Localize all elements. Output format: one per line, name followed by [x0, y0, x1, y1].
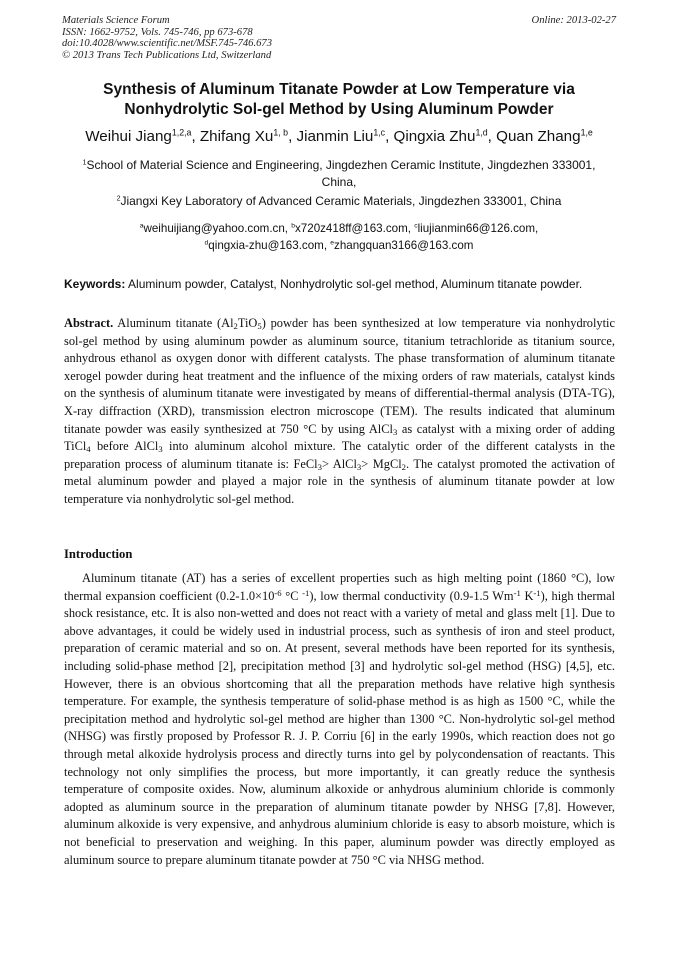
introduction-paragraph	[64, 570, 615, 869]
journal-copyright: © 2013 Trans Tech Publications Ltd, Switzerland	[62, 49, 272, 61]
email-list	[40, 220, 638, 254]
email-link[interactable]: zhangquan3166@163.com	[334, 239, 474, 252]
journal-doi: doi:10.4028/www.scientific.net/MSF.745-746.673	[62, 38, 272, 50]
abstract-text: into aluminum alcohol mixture. The catalytic order of the different catalysts in the preparation process of aluminum titanate is: FeCl	[64, 439, 615, 471]
journal-header	[62, 15, 616, 61]
subscript: 3	[356, 461, 362, 472]
superscript: -6	[274, 587, 282, 598]
abstract-text: Aluminum titanate (Al	[113, 316, 234, 330]
superscript: -1	[513, 587, 521, 598]
author-name: Weihui Jiang	[85, 128, 172, 145]
intro-text: °C	[281, 588, 303, 603]
keywords-label: Keywords:	[64, 277, 126, 291]
subscript: 3	[158, 444, 163, 455]
abstract-text: as catalyst with a mixing order of adding TiCl	[64, 421, 615, 454]
author-mark: 1,2,a	[171, 127, 192, 138]
online-date: Online: 2013-02-27	[531, 15, 616, 26]
subscript: 2	[401, 461, 406, 472]
affiliation-text: Jiangxi Key Laboratory of Advanced Ceramic Materials, Jingdezhen 333001, China	[120, 194, 562, 208]
abstract-text: TiO	[237, 316, 258, 330]
title-line-1: Synthesis of Aluminum Titanate Powder at Low Temperature via	[103, 81, 575, 98]
intro-text: ), low thermal conductivity (0.9-1.5 Wm	[309, 588, 514, 603]
subscript: 4	[86, 444, 91, 455]
affiliation-text: China,	[321, 175, 357, 189]
abstract-text: before AlCl	[90, 439, 159, 454]
intro-text: ), high thermal shock resistance, etc. It is also non-wetted and does not react with a variety of metal and glass melt [1]. Due to above advantages, it could be widely used in industrial process, such as synthesis of iron and steel product, preparation of ceramic material and so on. At present, several methods have been reported for its synthesis, including solid-phase method [2], precipitation method [3] and hydrolytic sol-gel method (HSG) [4,5], etc. However, there is an obvious shortcoming that all the preparation methods have relative high synthesis temperature. For example, the synthesis temperature of solid-phase method is as high as 1500 °C, while the precipitation method and hydrolytic sol-gel method are higher than 1300 °C. Non-hydrolytic sol-gel method (NHSG) was firstly proposed by Professor R. J. P. Corriu [6] in the early 1990s, which reaction does not go through metal alkoxide hydrolysis process and directly turns into gel by polycondensation of reactants. This technology not only simplifies the process, but more importantly, it can greatly reduce the synthesis temperature of composite oxides. Now, aluminum alkoxide or anhydrous aluminium chloride is commonly adopted as aluminum source in the preparation of aluminum titanate powder by NHSG [7,8]. However, aluminum alkoxide is very expensive, and anhydrous aluminium chloride is easy to absorb moisture, which is not beneficial to preservation and weighing. In this paper, aluminum powder was directly employed as aluminum source to prepare aluminum titanate powder at 750 °C via NHSG method.	[64, 588, 616, 867]
intro-text: Aluminum titanate (AT) has a series of excellent properties such as high melting point (1860 °C), low thermal expansion coefficient (0.2-1.0×10	[64, 571, 615, 603]
email-mark: e	[330, 239, 335, 247]
email-link[interactable]: x720z418ff@163.com,	[295, 222, 415, 235]
email-mark: b	[291, 222, 295, 230]
abstract-text: . The catalyst promoted the activation of metal aluminum powder and played a major role in the synthesis of aluminum titanate powder at low temperature via nonhydrolytic sol-gel method.	[64, 456, 615, 506]
journal-issn: ISSN: 1662-9752, Vols. 745-746, pp 673-678	[62, 26, 253, 38]
journal-name: Materials Science Forum	[62, 15, 170, 26]
subscript: 5	[257, 321, 262, 332]
affiliation-1	[50, 157, 628, 191]
subscript: 3	[392, 426, 398, 437]
affiliation-mark: 2	[116, 195, 121, 203]
author-mark: 1, b	[273, 127, 289, 138]
affiliation-mark: 1	[82, 159, 87, 167]
abstract-text: > MgCl	[361, 456, 402, 471]
author-mark: 1,e	[580, 127, 593, 138]
email-mark: c	[414, 222, 418, 230]
email-link[interactable]: qingxia-zhu@163.com,	[208, 239, 331, 252]
intro-text: K	[520, 588, 534, 603]
email-mark: d	[204, 239, 209, 247]
author-name: Qingxia Zhu	[393, 128, 476, 145]
affiliation-2	[50, 193, 628, 210]
superscript: -1	[302, 587, 310, 598]
abstract	[64, 315, 615, 509]
email-link[interactable]: weihuijiang@yahoo.com.cn,	[143, 222, 292, 235]
keywords-text: Aluminum powder, Catalyst, Nonhydrolytic sol-gel method, Aluminum titanate powder.	[125, 277, 583, 291]
author-mark: 1,d	[475, 127, 488, 138]
superscript: -1	[533, 587, 541, 598]
abstract-text: ) powder has been synthesized at low temperature via nonhydrolytic sol-gel method by using aluminum powder as aluminum source, titanium tetrachloride as titanium source, anhydrous ethanol as oxygen donor with different catalysts. The phase transformation of aluminum titanate xerogel powder during heat treatment and the influence of the mixing orders of raw materials, catalyst kinds on the synthesis of aluminum titanate were investigated by means of differential-thermal analysis (DTA-TG), X-ray diffraction (XRD), transmission electron microscope (TEM). The results indicated that aluminum titanate powder was easily synthesized at 750 °C by using AlCl	[64, 316, 615, 436]
introduction-heading: Introduction	[64, 547, 133, 561]
paper-title	[40, 80, 638, 120]
author-mark: 1,c	[373, 127, 386, 138]
title-line-2: Nonhydrolytic Sol-gel Method by Using Aluminum Powder	[124, 101, 554, 118]
abstract-text: > AlCl	[321, 456, 357, 471]
email-mark: a	[139, 222, 144, 230]
keywords	[64, 276, 624, 292]
subscript: 2	[233, 321, 238, 332]
author-name: Jianmin Liu	[296, 128, 374, 145]
email-link[interactable]: liujianmin66@126.com,	[417, 222, 539, 235]
author-list: Weihui Jiang$^{1,2,a}$, Zhifang Xu$^{1, b}$, Jianmin Liu$^{1,c}$, Qingxia Zhu$^{1,d}$, Quan Zhang$^{1,e}$	[85, 127, 593, 145]
author-name: Quan Zhang	[496, 128, 581, 145]
affiliation-text: School of Material Science and Engineering, Jingdezhen Ceramic Institute, Jingdezhen 333001,	[86, 158, 596, 172]
subscript: 3	[317, 461, 322, 472]
author-name: Zhifang Xu	[199, 128, 274, 145]
abstract-label: Abstract.	[64, 316, 114, 330]
